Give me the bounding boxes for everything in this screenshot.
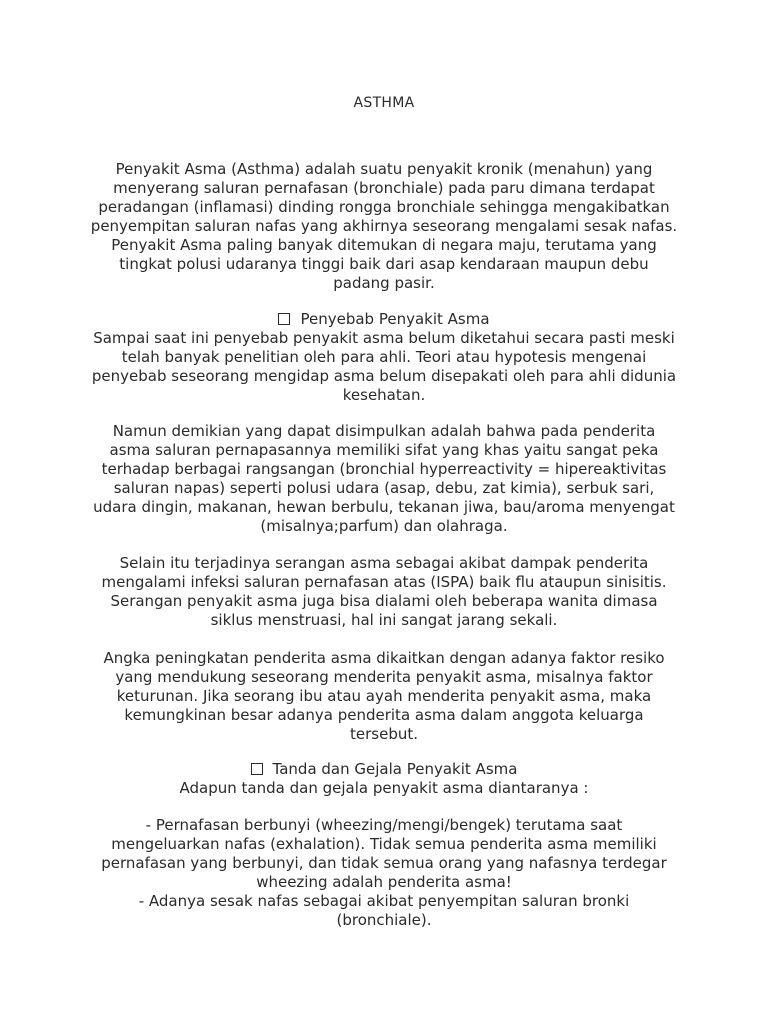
list-item: - Pernafasan berbunyi (wheezing/mengi/bengek) terutama saat mengeluarkan nafas (exhalation). Tidak semua penderita asma memiliki pernafasan yang berbunyi, dan tidak semua orang yang nafasnya terdegar wheezing adalah penderita asma! (101, 816, 667, 891)
checkbox-bullet-icon (251, 763, 263, 775)
intro-paragraph: Penyakit Asma (Asthma) adalah suatu penyakit kronik (menahun) yang menyerang saluran pernafasan (bronchiale) pada paru dimana terdapat peradangan (inflamasi) dinding rongga bronchiale sehingga mengakibatkan penyempitan saluran nafas yang akhirnya seseorang mengalami sesak nafas. Penyakit Asma paling banyak ditemukan di negara maju, terutama yang tingkat polusi udaranya tinggi baik dari asap kendaraan maupun debu padang pasir. (90, 160, 678, 292)
section-gejala (90, 760, 678, 798)
paragraph: Selain itu terjadinya serangan asma sebagai akibat dampak penderita mengalami infeksi saluran pernafasan atas (ISPA) baik flu ataupun sinisitis. Serangan penyakit asma juga bisa dialami oleh beberapa wanita dimasa siklus menstruasi, hal ini sangat jarang sekali. (101, 554, 667, 629)
paragraph: Angka peningkatan penderita asma dikaitkan dengan adanya faktor resiko yang mendukung seseorang menderita penyakit asma, misalnya faktor keturunan. Jika seorang ibu atau ayah menderita penyakit asma, maka kemungkinan besar adanya penderita asma dalam anggota keluarga tersebut. (103, 649, 665, 743)
symptom-list (90, 816, 678, 930)
section-penyebab (90, 310, 678, 405)
checkbox-bullet-icon (278, 313, 290, 325)
document-title: ASTHMA (353, 95, 415, 111)
list-intro: Adapun tanda dan gejala penyakit asma diantaranya : (179, 779, 589, 797)
paragraph: Sampai saat ini penyebab penyakit asma belum diketahui secara pasti meski telah banyak penelitian oleh para ahli. Teori atau hypotesis mengenai penyebab seseorang mengidap asma belum disepakati oleh para ahli didunia kesehatan. (91, 329, 677, 404)
section-heading (90, 760, 678, 779)
paragraph: Namun demikian yang dapat disimpulkan adalah bahwa pada penderita asma saluran pernapasannya memiliki sifat yang khas yaitu sangat peka terhadap berbagai rangsangan (bronchial hyperreactivity = hipereaktivitas saluran napas) seperti polusi udara (asap, debu, zat kimia), serbuk sari, udara dingin, makanan, hewan berbulu, tekanan jiwa, bau/aroma menyengat (misalnya;parfum) dan olahraga. (93, 422, 675, 535)
list-item: - Adanya sesak nafas sebagai akibat penyempitan saluran bronki (bronchiale). (138, 892, 630, 929)
section-heading (90, 310, 678, 329)
section-heading-text: Penyebab Penyakit Asma (300, 310, 490, 328)
section-heading-text: Tanda dan Gejala Penyakit Asma (272, 760, 518, 778)
